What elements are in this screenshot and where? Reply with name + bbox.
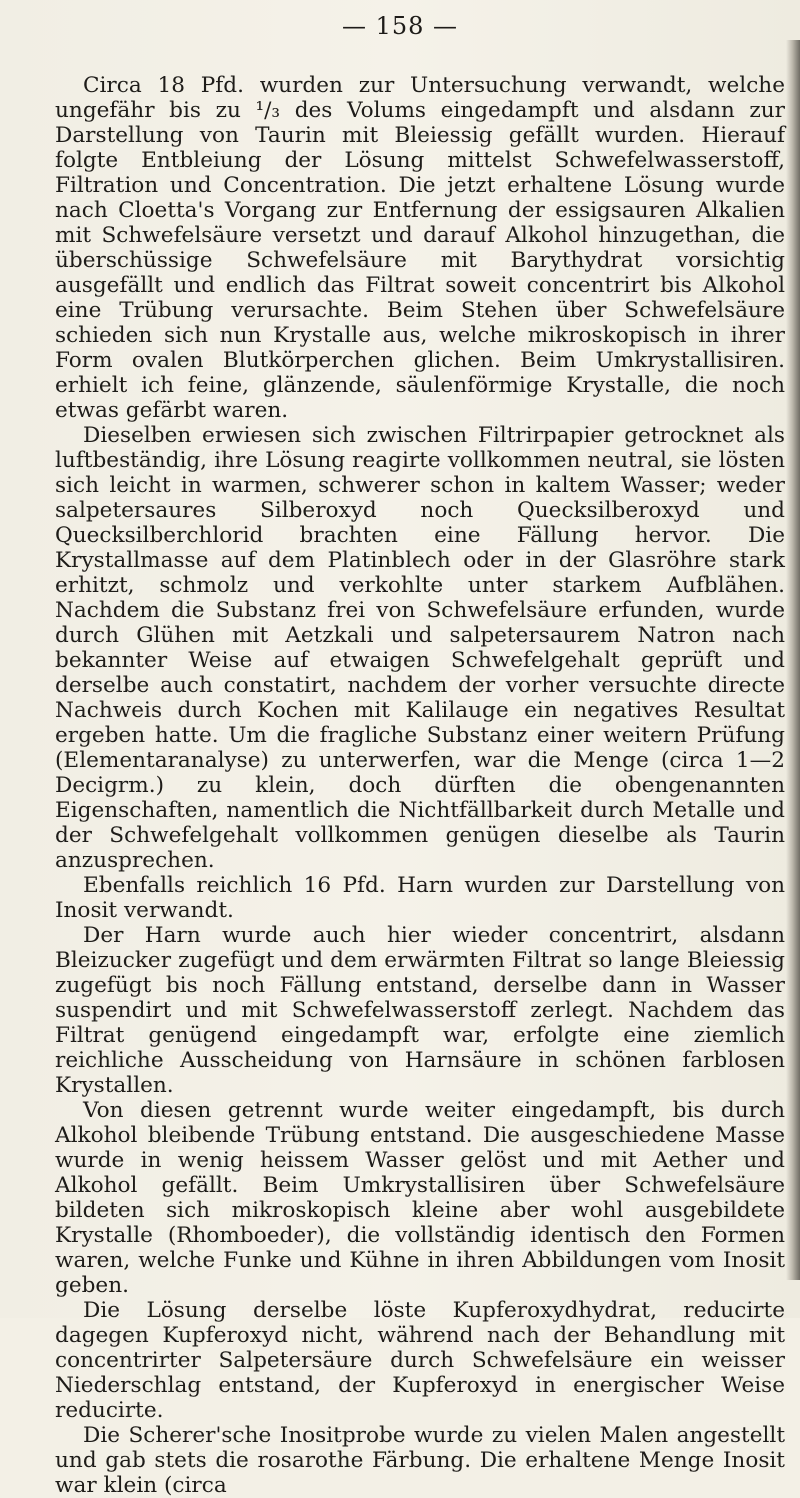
page-edge-shadow <box>786 40 800 1280</box>
paragraph-copper-reaction: Die Lösung derselbe löste Kupferoxydhydrat, reducirte dagegen Kupferoxyd nicht, während nach der Behandlung mit concentrirter Salpetersäure durch Schwefelsäure ein weisser Niederschlag entstand, der Kupferoxyd in energischer Weise reducirte. <box>55 1298 785 1423</box>
page-number-header: — 158 — <box>341 12 459 40</box>
body-text <box>55 73 785 1498</box>
paragraph-harn-concentration: Der Harn wurde auch hier wieder concentrirt, alsdann Bleizucker zugefügt und dem erwärmten Filtrat so lange Bleiessig zugefügt bis noch Fällung entstand, derselbe dann in Wasser suspendirt und mit Schwefelwasserstoff zerlegt. Nachdem das Filtrat genügend eingedampft war, erfolgte eine ziemlich reichliche Ausscheidung von Harnsäure in schönen farblosen Krystallen. <box>55 923 785 1098</box>
paragraph-taurin-properties: Dieselben erwiesen sich zwischen Filtrirpapier getrocknet als luftbeständig, ihre Lösung reagirte vollkommen neutral, sie lösten sich leicht in warmen, schwerer schon in kaltem Wasser; weder salpetersaures Silberoxyd noch Quecksilberoxyd und Quecksilberchlorid brachten eine Fällung hervor. Die Krystallmasse auf dem Platinblech oder in der Glasröhre stark erhitzt, schmolz und verkohlte unter starkem Aufblähen. Nachdem die Substanz frei von Schwefelsäure erfunden, wurde durch Glühen mit Aetzkali und salpetersaurem Natron nach bekannter Weise auf etwaigen Schwefelgehalt geprüft und derselbe auch constatirt, nachdem der vorher versuchte directe Nachweis durch Kochen mit Kalilauge ein negatives Resultat ergeben hatte. Um die fragliche Substanz einer weitern Prüfung (Elementaranalyse) zu unterwerfen, war die Menge (circa 1—2 Decigrm.) zu klein, doch dürften die obengenannten Eigenschaften, namentlich die Nichtfällbarkeit durch Metalle und der Schwefelgehalt vollkommen genügen dieselbe als Taurin anzusprechen. <box>55 423 785 873</box>
paragraph-scherer-test: Die Scherer'sche Inositprobe wurde zu vielen Malen angestellt und gab stets die rosarothe Färbung. Die erhaltene Menge Inosit war klein (circa <box>55 1423 785 1498</box>
paragraph-inosit-crystals: Von diesen getrennt wurde weiter eingedampft, bis durch Alkohol bleibende Trübung entstand. Die ausgeschiedene Masse wurde in wenig heissem Wasser gelöst und mit Aether und Alkohol gefällt. Beim Umkrystallisiren über Schwefelsäure bildeten sich mikroskopisch kleine aber wohl ausgebildete Krystalle (Rhomboeder), die vollständig identisch den Formen waren, welche Funke und Kühne in ihren Abbildungen vom Inosit geben. <box>55 1098 785 1298</box>
paragraph-inosit-intro: Ebenfalls reichlich 16 Pfd. Harn wurden zur Darstellung von Inosit verwandt. <box>55 873 785 923</box>
paragraph-taurin-preparation: Circa 18 Pfd. wurden zur Untersuchung verwandt, welche ungefähr bis zu ¹/₃ des Volums eingedampft und alsdann zur Darstellung von Taurin mit Bleiessig gefällt wurden. Hierauf folgte Entbleiung der Lösung mittelst Schwefelwasserstoff, Filtration und Concentration. Die jetzt erhaltene Lösung wurde nach Cloetta's Vorgang zur Entfernung der essigsauren Alkalien mit Schwefelsäure versetzt und darauf Alkohol hinzugethan, die überschüssige Schwefelsäure mit Barythydrat vorsichtig ausgefällt und endlich das Filtrat soweit concentrirt bis Alkohol eine Trübung verursachte. Beim Stehen über Schwefelsäure schieden sich nun Krystalle aus, welche mikroskopisch in ihrer Form ovalen Blutkörperchen glichen. Beim Umkrystallisiren. erhielt ich feine, glänzende, säulenförmige Krystalle, die noch etwas gefärbt waren. <box>55 73 785 423</box>
